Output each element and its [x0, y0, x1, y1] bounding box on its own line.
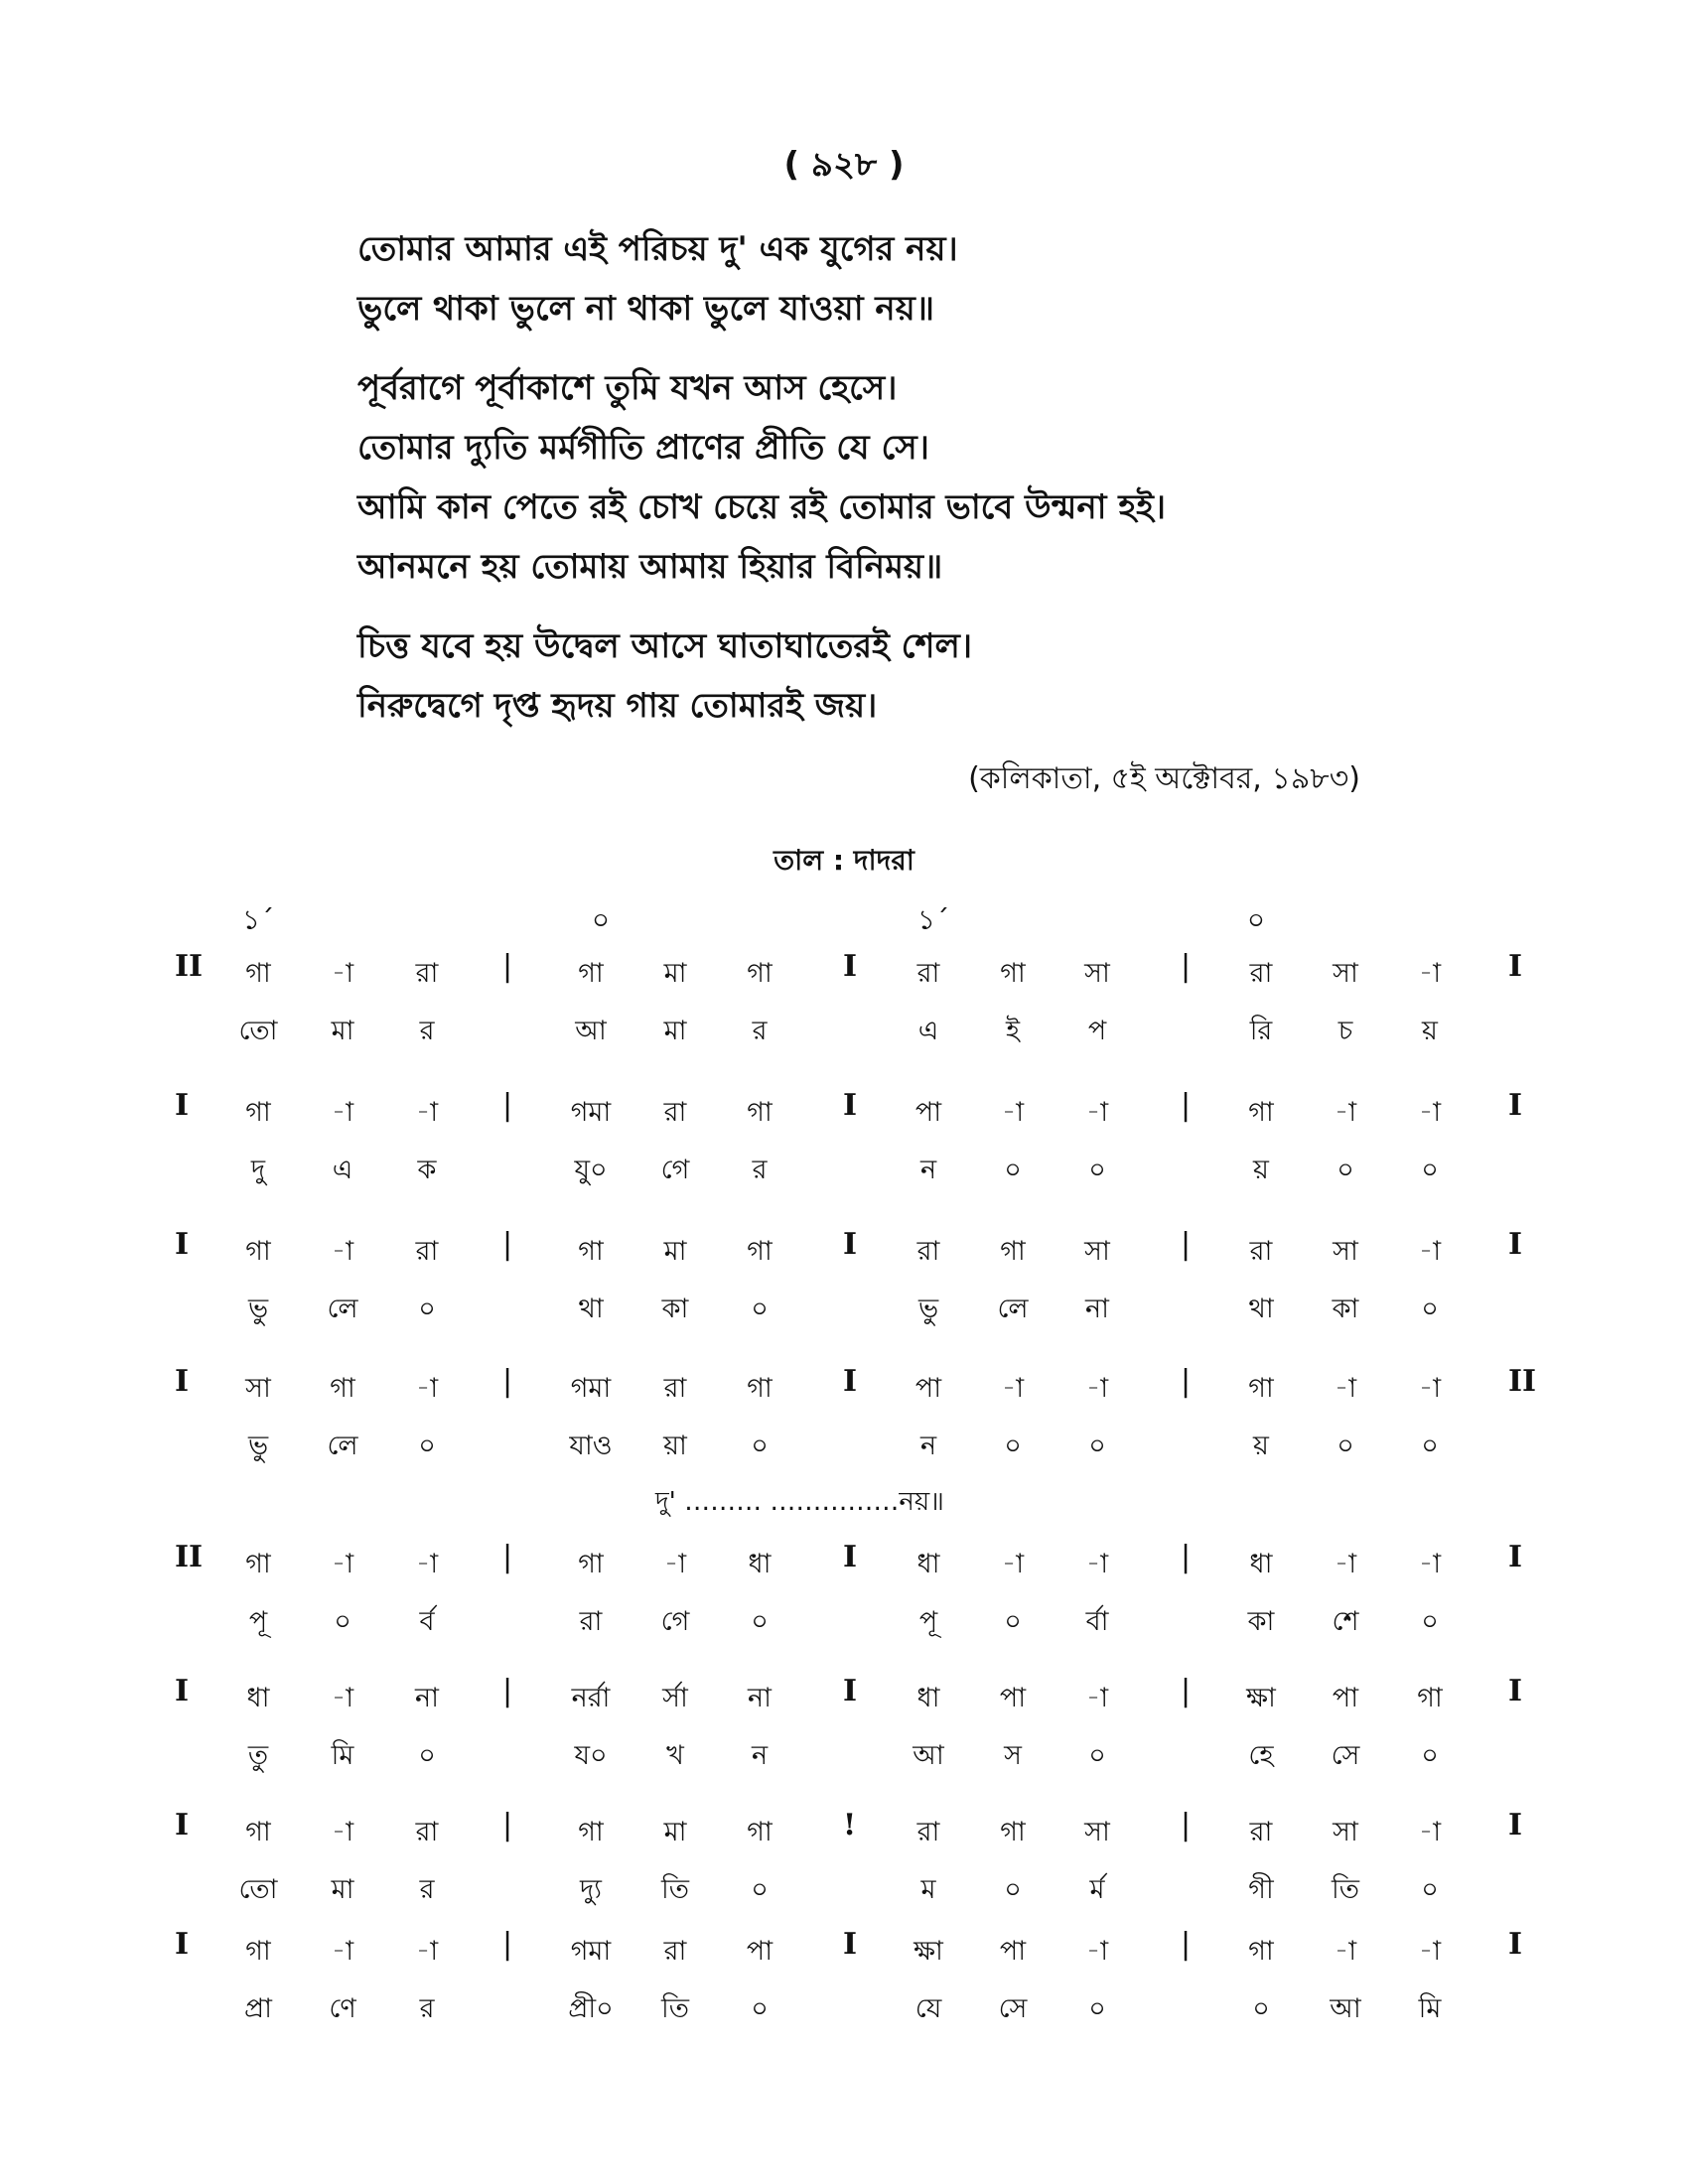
- lyric-syllable: ০: [1336, 1155, 1354, 1185]
- lyric-syllable: তো: [238, 1016, 278, 1046]
- swara-note: সা: [1333, 1236, 1358, 1267]
- bar-line: |: [502, 1674, 513, 1708]
- bar-line: I: [843, 949, 858, 984]
- bar-line: I: [175, 1227, 190, 1262]
- swara-note: গা: [245, 1936, 271, 1967]
- lyric-syllable: লে: [327, 1431, 358, 1461]
- swara-note: ক্ষা: [914, 1936, 943, 1967]
- lyric-syllable: তি: [661, 1874, 689, 1905]
- page-number: ( ৯২৮ ): [783, 145, 905, 185]
- lyric-syllable: লে: [327, 1294, 358, 1324]
- lyric-syllable: প্রা: [244, 1993, 272, 2024]
- swara-note: গা: [245, 1549, 271, 1579]
- bar-line: |: [502, 1088, 513, 1123]
- lyric-syllable: লে: [997, 1294, 1029, 1324]
- lyric-line: পূর্বরাগে পূর্বাকাশে তুমি যখন আস হেসে।: [357, 368, 898, 408]
- lyric-line: চিত্ত যবে হয় উদ্বেল আসে ঘাতাঘাতেরই শেল।: [357, 626, 973, 666]
- lyric-syllable: ক: [417, 1155, 437, 1185]
- lyric-syllable: সে: [998, 1993, 1028, 2024]
- swara-note: ধা: [916, 1683, 940, 1713]
- swara-note: -া: [1001, 1373, 1025, 1404]
- lyric-syllable: গে: [660, 1155, 690, 1185]
- swara-note: গা: [1000, 1236, 1026, 1267]
- bar-line: I: [175, 1927, 190, 1962]
- lyric-syllable: র: [419, 1993, 435, 2024]
- swara-note: গা: [245, 1817, 271, 1847]
- lyric-syllable: ০: [1421, 1606, 1439, 1637]
- swara-note: -া: [415, 1936, 439, 1967]
- bar-line: |: [1181, 1927, 1192, 1962]
- swara-note: -া: [1418, 1097, 1442, 1128]
- bar-line: II: [1508, 1364, 1537, 1399]
- lyric-syllable: প: [1087, 1016, 1107, 1046]
- lyric-syllable: য়: [1253, 1155, 1269, 1185]
- bar-line: |: [502, 949, 513, 984]
- lyric-syllable: ০: [1421, 1874, 1439, 1905]
- lyric-syllable: ০: [1088, 1431, 1106, 1461]
- swara-note: রা: [1249, 1817, 1273, 1847]
- repeat-note: দু' ……… ……………নয়॥: [655, 1487, 944, 1517]
- swara-note: -া: [1085, 1373, 1109, 1404]
- taal-label: তাল : দাদরা: [774, 844, 914, 877]
- swara-note: গা: [578, 1817, 604, 1847]
- swara-note: মা: [663, 1817, 687, 1847]
- bar-line: !: [843, 1808, 857, 1843]
- swara-note: ধা: [1249, 1549, 1273, 1579]
- lyric-syllable: কা: [1332, 1294, 1359, 1324]
- swara-note: গা: [578, 1236, 604, 1267]
- lyric-syllable: ০: [1004, 1606, 1022, 1637]
- swara-note: সা: [1333, 958, 1358, 989]
- lyric-syllable: পূ: [918, 1606, 938, 1637]
- lyric-line: তোমার আমার এই পরিচয় দু' এক যুগের নয়।: [357, 229, 958, 269]
- lyric-syllable: স: [1004, 1740, 1022, 1771]
- swara-note: রা: [1249, 958, 1273, 989]
- swara-note: সা: [1084, 1817, 1110, 1847]
- lyric-syllable: র্ম: [1089, 1874, 1105, 1905]
- swara-note: -া: [331, 1549, 354, 1579]
- lyric-syllable: ০: [1004, 1155, 1022, 1185]
- swara-note: গা: [747, 1817, 773, 1847]
- swara-note: রা: [415, 958, 439, 989]
- lyric-syllable: তু: [247, 1740, 269, 1771]
- swara-note: সা: [1333, 1817, 1358, 1847]
- lyric-syllable: ভু: [917, 1294, 939, 1324]
- lyric-syllable: থা: [1248, 1294, 1274, 1324]
- swara-note: গা: [747, 1097, 773, 1128]
- lyric-line: আমি কান পেতে রই চোখ চেয়ে রই তোমার ভাবে উন্মনা হই।: [357, 487, 1167, 527]
- bar-line: I: [843, 1364, 858, 1399]
- place-date: (কলিকাতা, ৫ই অক্টোবর, ১৯৮৩): [968, 761, 1360, 796]
- bar-line: I: [175, 1364, 190, 1399]
- lyric-syllable: ভু: [247, 1294, 269, 1324]
- swara-note: রা: [663, 1097, 687, 1128]
- lyric-syllable: ০: [1421, 1294, 1439, 1324]
- lyric-syllable: তি: [1332, 1874, 1359, 1905]
- swara-note: -া: [663, 1549, 687, 1579]
- swara-note: -া: [1418, 958, 1442, 989]
- swara-note: -া: [331, 1817, 354, 1847]
- swara-note: রা: [1249, 1236, 1273, 1267]
- swara-note: -া: [1334, 1373, 1357, 1404]
- bar-line: |: [502, 1808, 513, 1843]
- lyric-syllable: ভু: [247, 1431, 269, 1461]
- beat-marker: ১´: [241, 903, 275, 936]
- lyric-line: তোমার দ্যুতি মর্মগীতি প্রাণের প্রীতি যে সে।: [357, 428, 929, 468]
- lyric-syllable: ন: [751, 1740, 769, 1771]
- swara-note: র্সা: [662, 1683, 688, 1713]
- swara-note: গা: [747, 1236, 773, 1267]
- beat-marker: ১´: [916, 903, 950, 936]
- swara-note: পা: [999, 1936, 1027, 1967]
- lyric-syllable: যে: [914, 1993, 942, 2024]
- lyric-line: নিরুদ্বেগে দৃপ্ত হৃদয় গায় তোমারই জয়।: [357, 686, 878, 726]
- swara-note: -া: [331, 1236, 354, 1267]
- lyric-syllable: ০: [751, 1431, 769, 1461]
- swara-note: গা: [578, 958, 604, 989]
- lyric-syllable: ০: [751, 1606, 769, 1637]
- swara-note: গমা: [570, 1373, 612, 1404]
- lyric-syllable: গে: [660, 1606, 690, 1637]
- swara-note: গমা: [570, 1936, 612, 1967]
- bar-line: |: [502, 1227, 513, 1262]
- swara-note: গা: [1000, 958, 1026, 989]
- bar-line: I: [1508, 949, 1523, 984]
- lyric-syllable: সে: [1331, 1740, 1360, 1771]
- bar-line: |: [502, 1540, 513, 1574]
- bar-line: |: [1181, 1227, 1192, 1262]
- lyric-syllable: আ: [913, 1740, 944, 1771]
- swara-note: পা: [999, 1683, 1027, 1713]
- swara-note: ধা: [748, 1549, 772, 1579]
- lyric-syllable: ০: [1252, 1993, 1270, 2024]
- lyric-syllable: আ: [575, 1016, 607, 1046]
- lyric-syllable: যু০: [574, 1155, 608, 1185]
- lyric-syllable: র: [419, 1016, 435, 1046]
- lyric-syllable: মি: [1418, 1993, 1442, 2024]
- lyric-syllable: ০: [1336, 1431, 1354, 1461]
- swara-note: পা: [914, 1097, 942, 1128]
- lyric-syllable: রা: [579, 1606, 603, 1637]
- swara-note: গা: [1248, 1373, 1274, 1404]
- swara-note: মা: [663, 1236, 687, 1267]
- swara-note: -া: [1418, 1549, 1442, 1579]
- bar-line: |: [1181, 1088, 1192, 1123]
- lyric-syllable: দু: [250, 1155, 266, 1185]
- bar-line: |: [1181, 1808, 1192, 1843]
- lyric-syllable: কা: [661, 1294, 689, 1324]
- lyric-syllable: ০: [334, 1606, 352, 1637]
- bar-line: I: [175, 1808, 190, 1843]
- bar-line: I: [843, 1927, 858, 1962]
- swara-note: -া: [1418, 1936, 1442, 1967]
- swara-note: -া: [1418, 1817, 1442, 1847]
- lyric-syllable: য়: [1422, 1016, 1438, 1046]
- lyric-syllable: ০: [751, 1874, 769, 1905]
- swara-note: -া: [415, 1549, 439, 1579]
- swara-note: রা: [415, 1236, 439, 1267]
- lyric-syllable: থা: [578, 1294, 604, 1324]
- swara-note: -া: [1334, 1097, 1357, 1128]
- bar-line: I: [843, 1227, 858, 1262]
- lyric-syllable: খ: [666, 1740, 684, 1771]
- swara-note: নর্রা: [571, 1683, 611, 1713]
- lyric-line: আনমনে হয় তোমায় আমায় হিয়ার বিনিময়॥: [357, 547, 943, 587]
- swara-note: -া: [331, 958, 354, 989]
- beat-marker: ০: [591, 903, 611, 936]
- swara-note: -া: [1418, 1373, 1442, 1404]
- bar-line: II: [175, 949, 204, 984]
- bar-line: I: [175, 1088, 190, 1123]
- bar-line: I: [1508, 1088, 1523, 1123]
- swara-note: গা: [747, 1373, 773, 1404]
- lyric-syllable: গী: [1248, 1874, 1274, 1905]
- swara-note: ক্ষা: [1246, 1683, 1276, 1713]
- swara-note: -া: [1085, 1097, 1109, 1128]
- lyric-syllable: যাও: [569, 1431, 613, 1461]
- lyric-syllable: মা: [663, 1016, 687, 1046]
- swara-note: গা: [245, 958, 271, 989]
- swara-note: গা: [1248, 1936, 1274, 1967]
- swara-note: সা: [1084, 958, 1110, 989]
- swara-note: ধা: [246, 1683, 270, 1713]
- bar-line: II: [175, 1540, 204, 1574]
- swara-note: -া: [1001, 1097, 1025, 1128]
- bar-line: I: [1508, 1540, 1523, 1574]
- lyric-syllable: ণে: [329, 1993, 356, 2024]
- lyric-syllable: মা: [331, 1874, 354, 1905]
- swara-note: -া: [331, 1936, 354, 1967]
- lyric-syllable: র: [752, 1016, 768, 1046]
- swara-note: গা: [245, 1236, 271, 1267]
- swara-note: -া: [1085, 1936, 1109, 1967]
- swara-note: গমা: [570, 1097, 612, 1128]
- lyric-syllable: ০: [418, 1740, 436, 1771]
- swara-note: রা: [415, 1817, 439, 1847]
- swara-note: পা: [914, 1373, 942, 1404]
- lyric-syllable: এ: [332, 1155, 353, 1185]
- swara-note: রা: [916, 1236, 940, 1267]
- swara-note: গা: [330, 1373, 355, 1404]
- swara-note: -া: [1418, 1236, 1442, 1267]
- lyric-syllable: প্রী০: [568, 1993, 614, 2024]
- swara-note: সা: [245, 1373, 271, 1404]
- bar-line: I: [843, 1540, 858, 1574]
- lyric-syllable: ০: [418, 1294, 436, 1324]
- swara-note: -া: [331, 1683, 354, 1713]
- swara-note: গা: [747, 958, 773, 989]
- lyric-syllable: ০: [751, 1993, 769, 2024]
- swara-note: না: [415, 1683, 439, 1713]
- swara-note: রা: [916, 958, 940, 989]
- lyric-syllable: র্ব: [419, 1606, 435, 1637]
- swara-note: রা: [916, 1817, 940, 1847]
- lyric-syllable: ০: [1088, 1993, 1106, 2024]
- lyric-syllable: ০: [751, 1294, 769, 1324]
- lyric-syllable: না: [1085, 1294, 1109, 1324]
- bar-line: |: [1181, 949, 1192, 984]
- swara-note: না: [748, 1683, 772, 1713]
- beat-marker: ০: [1246, 903, 1266, 936]
- swara-note: গা: [1248, 1097, 1274, 1128]
- bar-line: |: [502, 1927, 513, 1962]
- swara-note: -া: [1001, 1549, 1025, 1579]
- bar-line: I: [843, 1674, 858, 1708]
- swara-note: ধা: [916, 1549, 940, 1579]
- lyric-syllable: ই: [1005, 1016, 1021, 1046]
- swara-note: পা: [1332, 1683, 1359, 1713]
- lyric-syllable: তি: [661, 1993, 689, 2024]
- lyric-syllable: চ: [1337, 1016, 1353, 1046]
- bar-line: |: [1181, 1674, 1192, 1708]
- bar-line: I: [1508, 1927, 1523, 1962]
- lyric-syllable: ন: [919, 1431, 937, 1461]
- lyric-syllable: ন: [919, 1155, 937, 1185]
- swara-note: -া: [1085, 1683, 1109, 1713]
- lyric-syllable: মা: [331, 1016, 354, 1046]
- lyric-syllable: য়া: [663, 1431, 687, 1461]
- lyric-syllable: র্বা: [1085, 1606, 1109, 1637]
- lyric-line: ভুলে থাকা ভুলে না থাকা ভুলে যাওয়া নয়॥: [357, 289, 934, 329]
- lyric-syllable: ০: [1421, 1155, 1439, 1185]
- lyric-syllable: ০: [1088, 1740, 1106, 1771]
- lyric-syllable: ০: [418, 1431, 436, 1461]
- swara-note: গা: [1417, 1683, 1443, 1713]
- lyric-syllable: তো: [238, 1874, 278, 1905]
- bar-line: |: [1181, 1540, 1192, 1574]
- swara-note: -া: [1334, 1549, 1357, 1579]
- bar-line: I: [175, 1674, 190, 1708]
- swara-note: মা: [663, 958, 687, 989]
- lyric-syllable: রি: [1249, 1016, 1273, 1046]
- lyric-syllable: মি: [331, 1740, 354, 1771]
- bar-line: |: [1181, 1364, 1192, 1399]
- bar-line: I: [1508, 1808, 1523, 1843]
- lyric-syllable: এ: [917, 1016, 939, 1046]
- bar-line: I: [843, 1088, 858, 1123]
- lyric-syllable: কা: [1247, 1606, 1275, 1637]
- bar-line: I: [1508, 1227, 1523, 1262]
- lyric-syllable: য়: [1253, 1431, 1269, 1461]
- swara-note: -া: [415, 1373, 439, 1404]
- lyric-syllable: দ্যু: [579, 1874, 602, 1905]
- bar-line: |: [502, 1364, 513, 1399]
- lyric-syllable: আ: [1330, 1993, 1361, 2024]
- swara-note: গা: [1000, 1817, 1026, 1847]
- swara-note: -া: [1334, 1936, 1357, 1967]
- lyric-syllable: ০: [1088, 1155, 1106, 1185]
- swara-note: -া: [1085, 1549, 1109, 1579]
- lyric-syllable: শে: [1332, 1606, 1359, 1637]
- swara-note: রা: [663, 1936, 687, 1967]
- lyric-syllable: হে: [1248, 1740, 1274, 1771]
- lyric-syllable: র: [752, 1155, 768, 1185]
- lyric-syllable: ০: [1421, 1740, 1439, 1771]
- lyric-syllable: র: [419, 1874, 435, 1905]
- lyric-syllable: ০: [1004, 1431, 1022, 1461]
- swara-note: সা: [1084, 1236, 1110, 1267]
- swara-note: গা: [578, 1549, 604, 1579]
- lyric-syllable: ম: [920, 1874, 936, 1905]
- lyric-syllable: ০: [1004, 1874, 1022, 1905]
- lyric-syllable: পূ: [248, 1606, 268, 1637]
- bar-line: I: [1508, 1674, 1523, 1708]
- lyric-syllable: য০: [574, 1740, 608, 1771]
- swara-note: গা: [245, 1097, 271, 1128]
- lyric-syllable: ০: [1421, 1431, 1439, 1461]
- swara-note: -া: [331, 1097, 354, 1128]
- swara-note: -া: [415, 1097, 439, 1128]
- swara-note: পা: [746, 1936, 774, 1967]
- swara-note: রা: [663, 1373, 687, 1404]
